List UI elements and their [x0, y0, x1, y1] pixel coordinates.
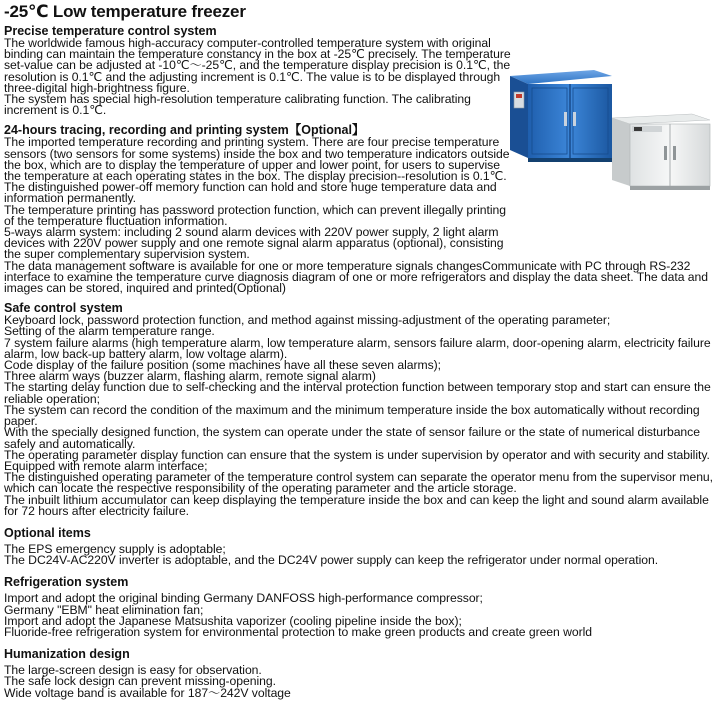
text-line: 5-ways alarm system: including 2 sound alarm devices with 220V power supply, 2 light alarm	[4, 225, 499, 240]
text-line: The distinguished power-off memory function can hold and store huge temperature data and	[4, 180, 497, 195]
text-line: Fluoride-free refrigeration system for environmental protection to make green products and create green world	[4, 624, 592, 639]
text-line: sensors (two sensors for some systems) inside the box and two temperature indicators outside	[4, 146, 510, 161]
text-line: Three alarm ways (buzzer alarm, flashing alarm, remote signal alarm)	[4, 369, 376, 384]
section-heading: Optional items	[4, 525, 91, 540]
page-title: -25℃ Low temperature freezer	[4, 2, 246, 21]
section-humanization	[4, 648, 716, 699]
text-line: Wide voltage band is available for 187～242V voltage	[4, 685, 291, 700]
section-optional-items	[4, 527, 716, 566]
text-line: The operating parameter display function can ensure that the system is under supervision by operator and with security and stability.	[4, 447, 710, 462]
text-line: resolution is 0.1℃ and the adjusting increment is 0.1℃. The value is to be displayed through	[4, 69, 501, 84]
text-line: for 72 hours after electricity failure.	[4, 503, 190, 518]
text-line: The data management software is available for one or more temperature signals changesCommunicate with PC through RS-232	[4, 258, 691, 273]
text-line: The large-screen design is easy for observation.	[4, 663, 262, 678]
text-line: Keyboard lock, password protection function, and method against missing-adjustment of the operating parameter;	[4, 313, 611, 328]
text-line: Germany "EBM" heat elimination fan;	[4, 602, 204, 617]
blue-freezer-photo	[500, 66, 616, 164]
text-line: interface to examine the temperature curve diagnosis diagram of one or more refrigerators and display the data sheet. The data and	[4, 269, 708, 284]
text-line: The system has special high-resolution temperature calibrating function. The calibrating	[4, 92, 471, 107]
text-line: With the specially designed function, the system can operate under the state of sensor failure or the state of numerical disturbance	[4, 425, 700, 440]
text-line: reliable operation;	[4, 391, 100, 406]
text-line: which can locate the respective responsibility of the operating parameter and the article storage.	[4, 481, 517, 496]
section-heading: Humanization design	[4, 647, 130, 662]
text-line: paper.	[4, 414, 38, 429]
text-line: increment is 0.1℃.	[4, 103, 107, 118]
text-line: the box, which are to display the temperature of upper and lower point, for users to supervise	[4, 157, 500, 172]
text-line: The worldwide famous high-accuracy computer-controlled temperature system with original	[4, 36, 491, 50]
section-heading: Safe control system	[4, 301, 123, 316]
text-line: images can be stored, inquired and printed(Optional)	[4, 281, 286, 296]
text-line: The system can record the condition of the maximum and the minimum temperature inside the box automatically without recording	[4, 402, 700, 417]
section-safe-control	[4, 302, 716, 517]
white-freezer-photo	[606, 110, 714, 192]
text-line: The inbuilt lithium accumulator can keep displaying the temperature inside the box and can keep the light and sound alarm available	[4, 492, 709, 507]
text-line: Import and adopt the original binding Germany DANFOSS high-performance compressor;	[4, 591, 483, 606]
text-line: Code display of the failure position (some machines have all these seven alarms);	[4, 358, 441, 373]
text-line: The distinguished operating parameter of the temperature control system can separate the operator menu from the supervisor menu,	[4, 470, 713, 485]
text-line: alarm, low back-up battery alarm, low voltage alarm).	[4, 346, 288, 361]
text-line: The starting delay function due to self-checking and the interval protection function between temporary stop and start can ensure the	[4, 380, 711, 395]
text-line: the super complementary supervision system.	[4, 247, 250, 262]
section-heading: Precise temperature control system	[4, 24, 217, 38]
text-line: Setting of the alarm temperature range.	[4, 324, 215, 339]
text-line: The DC24V-AC220V inverter is adoptable, and the DC24V power supply can keep the refrigerator under normal operation.	[4, 553, 659, 568]
text-line: of the temperature fluctuation information.	[4, 213, 228, 228]
text-line: three-digital high-brightness figure.	[4, 80, 190, 95]
text-line: devices with 220V power supply and one remote signal alarm apparatus (optional), consisting	[4, 236, 504, 251]
text-line: 7 system failure alarms (high temperature alarm, low temperature alarm, sensors failure alarm, door-opening alarm, electricity failure	[4, 335, 711, 350]
text-line: The safe lock design can prevent missing-opening.	[4, 674, 276, 689]
text-line: binding can maintain the temperature constancy in the box at -25℃ precisely. The temperature	[4, 47, 511, 62]
text-line: The imported temperature recording and printing system. There are four precise temperature	[4, 135, 500, 150]
section-refrigeration	[4, 576, 716, 638]
text-line: the temperature at each operating states in the box. The display precision--resolution is 0.1℃.	[4, 169, 507, 184]
text-line: safely and automatically.	[4, 436, 136, 451]
section-heading: Refrigeration system	[4, 575, 129, 590]
text-line: Equipped with remote alarm interface;	[4, 458, 208, 473]
text-line: The temperature printing has password protection function, which can prevent illegally printing	[4, 202, 506, 217]
section-heading: 24-hours tracing, recording and printing system【Optional】	[4, 123, 365, 138]
text-line: information permanently.	[4, 191, 137, 206]
text-line: set-value can be adjusted at -10℃～-25℃, and the temperature display precision is 0.1℃, the	[4, 58, 511, 73]
text-line: Import and adopt the Japanese Matsushita vaporizer (cooling pipeline inside the box);	[4, 613, 462, 628]
text-line: The EPS emergency supply is adoptable;	[4, 541, 226, 556]
